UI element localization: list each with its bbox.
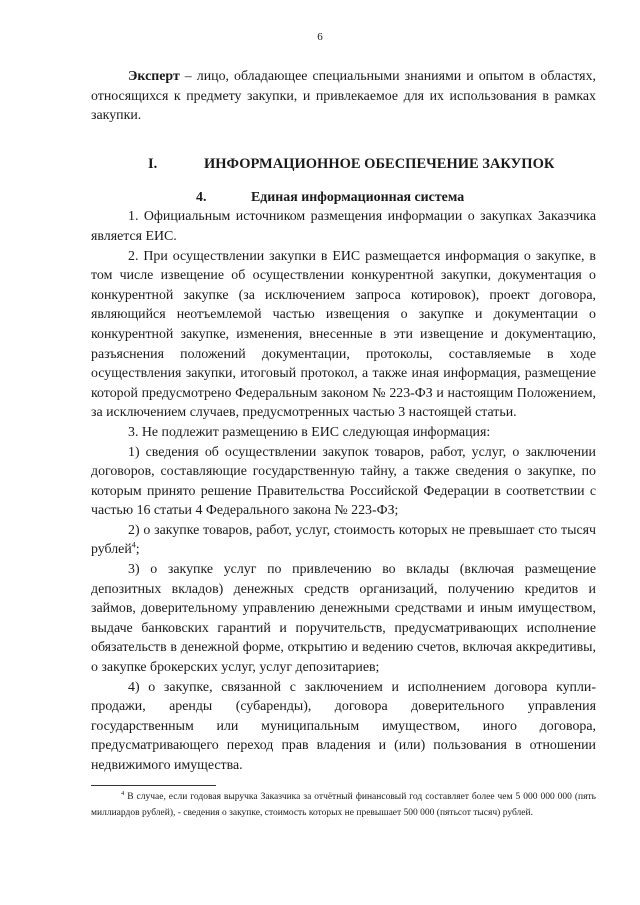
expert-text: – лицо, обладающее специальными знаниями и опытом в областях, относящихся к предмету закупки, и привлекаемое для их использования в рамках закупки.	[91, 69, 596, 124]
footnote-divider	[91, 785, 216, 786]
paragraph-3: 3. Не подлежит размещению в ЕИС следующая информация:	[128, 424, 491, 440]
page-number: 6	[317, 31, 323, 43]
paragraph-1: 1. Официальным источником размещения информации о закупках Заказчика является ЕИС.	[91, 209, 596, 244]
paragraph-2: 2. При осуществлении закупки в ЕИС размещается информация о закупке, в том числе извещение об осуществлении конкурентной закупки, документация о конкурентной закупке (за исключением запроса котировок), проект договора, являющийся неотъемлемой частью извещения о закупке и документации о конкурентной закупке, изменения, внесенные в эти извещение и документацию, разъяснения положений документации, протоколы, составляемые в ходе осуществления закупки, итоговый протокол, а также иная информация, размещение которой предусмотрено Федеральным законом № 223-ФЗ и настоящим Положением, за исключением случаев, предусмотренных частью 3 настоящей статьи.	[91, 248, 596, 421]
expert-definition	[91, 67, 596, 126]
section-number: I.	[148, 155, 158, 172]
list-item-2-text: 2) о закупке товаров, работ, услуг, стоимость которых не превышает сто тысяч рублей	[91, 522, 596, 558]
article-heading	[91, 188, 596, 208]
document-body	[91, 67, 596, 776]
footnote-text: В случае, если годовая выручка Заказчика за отчётный финансовый год составляет более чем 5 000 000 000 (пять миллиардов рублей), - сведения о закупке, стоимость которых не превышает 500 000 (пятьсот тысяч) рублей.	[91, 792, 596, 818]
article-title: Единая информационная система	[251, 189, 465, 205]
section-title: ИНФОРМАЦИОННОЕ ОБЕСПЕЧЕНИЕ ЗАКУПОК	[204, 155, 555, 172]
section-heading	[91, 156, 596, 173]
list-item-4: 4) о закупке, связанной с заключением и исполнением договора купли-продажи, аренды (субаренды), договора доверительного управления государственным или муниципальным имуществом, иного договора, предусматривающего переход прав владения и (или) пользования в отношении недвижимого имущества.	[91, 679, 596, 773]
footnote	[91, 790, 596, 821]
expert-term: Эксперт	[128, 69, 180, 84]
footnote-reference[interactable]: 4	[131, 540, 136, 550]
article-number: 4.	[196, 189, 207, 205]
list-item-3: 3) о закупке услуг по привлечению во вклады (включая размещение депозитных вкладов) денежных средств организаций, получению кредитов и займов, доверительному управлению денежными средствами и иным имуществом, выдаче банковских гарантий и поручительств, предусматривающих исполнение обязательств в денежной форме, открытию и ведению счетов, включая аккредитивы, о закупке брокерских услуг, услуг депозитариев;	[91, 562, 596, 676]
list-item-1: 1) сведения об осуществлении закупок товаров, работ, услуг, о заключении договоров, составляющие государственную тайну, а также сведения о закупке, по которым принято решение Правительства Российской Федерации в соответствии с частью 16 статьи 4 Федерального закона № 223-ФЗ;	[91, 444, 596, 519]
list-item-2	[91, 521, 596, 560]
footnote-mark: 4	[121, 789, 125, 797]
list-item-2-end: ;	[135, 542, 140, 558]
